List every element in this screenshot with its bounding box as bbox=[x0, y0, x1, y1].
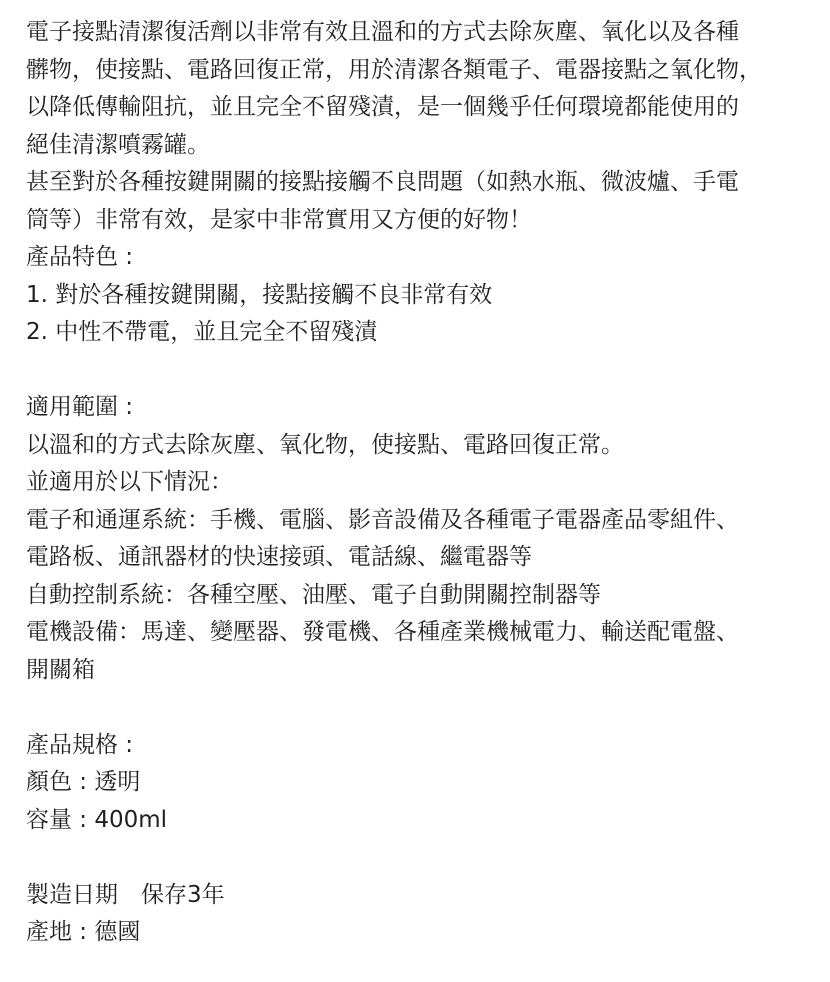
text-line: 電子接點清潔復活劑以非常有效且溫和的方式去除灰塵、氧化以及各種 bbox=[26, 19, 739, 45]
product-description-document bbox=[26, 14, 806, 952]
footer-section bbox=[26, 877, 806, 952]
scope-heading: 適用範圍 : bbox=[26, 394, 134, 420]
text-line: 筒等）非常有效，是家中非常實用又方便的好物！ bbox=[26, 206, 532, 233]
scope-line: 電路板、通訊器材的快速接頭、電話線、繼電器等 bbox=[26, 544, 532, 570]
feature-item: 1. 對於各種按鍵開關，接點接觸不良非常有效 bbox=[26, 281, 493, 308]
feature-item: 2. 中性不帶電，並且完全不留殘漬 bbox=[26, 319, 378, 345]
spacer bbox=[26, 352, 806, 390]
spacer bbox=[26, 689, 806, 727]
scope-line: 以溫和的方式去除灰塵、氧化物，使接點、電路回復正常。 bbox=[26, 431, 624, 458]
scope-line: 開關箱 bbox=[26, 656, 95, 683]
scope-section bbox=[26, 389, 806, 689]
features-section bbox=[26, 239, 806, 352]
origin: 產地 : 德國 bbox=[26, 919, 141, 945]
specs-heading: 產品規格 : bbox=[26, 731, 134, 758]
features-heading: 產品特色 : bbox=[26, 244, 134, 270]
scope-line: 自動控制系統：各種空壓、油壓、電子自動開關控制器等 bbox=[26, 581, 601, 608]
scope-line: 電機設備：馬達、變壓器、發電機、各種產業機械電力、輸送配電盤、 bbox=[26, 619, 739, 645]
manufacture-date: 製造日期 保存3年 bbox=[26, 881, 225, 908]
specs-section bbox=[26, 727, 806, 840]
text-line: 絕佳清潔噴霧罐。 bbox=[26, 131, 210, 158]
intro-paragraph bbox=[26, 14, 806, 239]
spacer bbox=[26, 839, 806, 877]
text-line: 甚至對於各種按鍵開關的接點接觸不良問題（如熱水瓶、微波爐、手電 bbox=[26, 169, 739, 195]
spec-color: 顏色 : 透明 bbox=[26, 769, 141, 795]
spec-capacity: 容量 : 400ml bbox=[26, 806, 168, 833]
scope-line: 電子和通運系統：手機、電腦、影音設備及各種電子電器產品零組件、 bbox=[26, 506, 739, 533]
text-line: 以降低傳輸阻抗，並且完全不留殘漬，是一個幾乎任何環境都能使用的 bbox=[26, 94, 739, 120]
text-line: 髒物，使接點、電路回復正常，用於清潔各類電子、電器接點之氧化物， bbox=[26, 56, 762, 83]
scope-line: 並適用於以下情況： bbox=[26, 469, 233, 495]
